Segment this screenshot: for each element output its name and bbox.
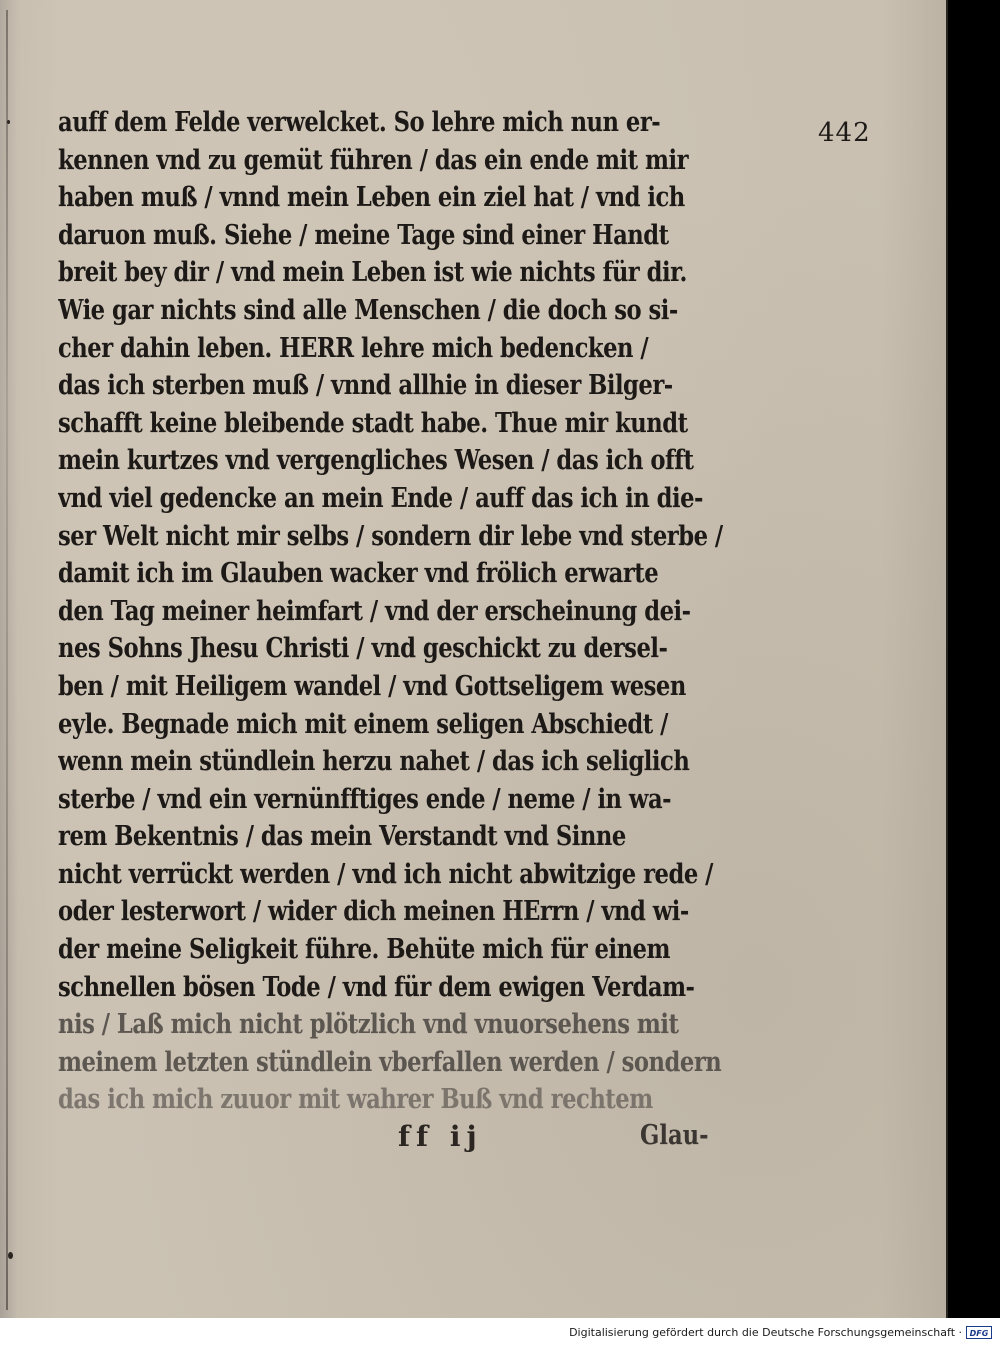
catchword: Glau-: [640, 1120, 709, 1151]
page-gutter-edge: [6, 10, 8, 1310]
text-line-2: kennen vnd zu gemüt führen / das ein ende mit mir: [58, 144, 689, 176]
ink-speck: [8, 1252, 13, 1259]
text-line-1: auff dem Felde verwelcket. So lehre mich nun er-: [58, 107, 661, 138]
text-line-9: schafft keine bleibende stadt habe. Thue mir kundt: [58, 407, 688, 439]
text-line-16: ben / mit Heiligem wandel / vnd Gottseligem wesen: [58, 670, 686, 702]
text-line-25: nis / Laß mich nicht plötzlich vnd vnuorsehens mit: [58, 1009, 679, 1041]
text-line-20: rem Bekentnis / das mein Verstandt vnd Sinne: [58, 821, 626, 853]
text-line-27: das ich mich zuuor mit wahrer Buß vnd rechtem: [58, 1084, 653, 1116]
text-line-11: vnd viel gedencke an mein Ende / auff das ich in die-: [58, 482, 703, 514]
text-line-7: cher dahin leben. HERR lehre mich bedencken /: [58, 332, 649, 364]
text-line-26: meinem letzten stündlein vberfallen werden / sondern: [58, 1046, 722, 1078]
text-line-6: Wie gar nichts sind alle Menschen / die doch so si-: [58, 294, 678, 326]
text-line-12: ser Welt nicht mir selbs / sondern dir lebe vnd sterbe /: [58, 520, 723, 552]
text-line-13: damit ich im Glauben wacker vnd frölich erwarte: [58, 558, 659, 590]
text-line-14: den Tag meiner heimfart / vnd der erscheinung dei-: [58, 595, 691, 627]
credit-bar: [0, 1318, 1000, 1348]
ink-speck: [7, 120, 10, 124]
dfg-logo-icon: DFG: [966, 1326, 992, 1339]
signature-mark: ff ij: [398, 1120, 483, 1153]
page-number: 442: [818, 118, 871, 148]
page-footer: [58, 1120, 758, 1160]
body-text: [58, 104, 748, 1119]
text-line-10: mein kurtzes vnd vergengliches Wesen / das ich offt: [58, 445, 694, 477]
text-line-24: schnellen bösen Tode / vnd für dem ewigen Verdam-: [58, 971, 695, 1003]
funding-credit: Digitalisierung gefördert durch die Deutsche Forschungsgemeinschaft ·: [569, 1326, 962, 1339]
text-line-21: nicht verrückt werden / vnd ich nicht abwitzige rede /: [58, 858, 713, 890]
text-line-5: breit bey dir / vnd mein Leben ist wie nichts für dir.: [58, 257, 687, 289]
text-line-18: wenn mein stündlein herzu nahet / das ich seliglich: [58, 746, 690, 778]
text-line-4: daruon muß. Siehe / meine Tage sind einer Handt: [58, 219, 669, 251]
text-line-3: haben muß / vnnd mein Leben ein ziel hat / vnd ich: [58, 182, 685, 214]
text-line-17: eyle. Begnade mich mit einem seligen Abschiedt /: [58, 708, 668, 740]
text-line-22: oder lesterwort / wider dich meinen HErrn / vnd wi-: [58, 896, 689, 928]
text-line-15: nes Sohns Jhesu Christi / vnd geschickt zu dersel-: [58, 633, 668, 665]
text-line-8: das ich sterben muß / vnnd allhie in dieser Bilger-: [58, 370, 673, 402]
text-line-23: der meine Seligkeit führe. Behüte mich für einem: [58, 934, 670, 966]
text-line-19: sterbe / vnd ein vernünfftiges ende / neme / in wa-: [58, 783, 672, 815]
